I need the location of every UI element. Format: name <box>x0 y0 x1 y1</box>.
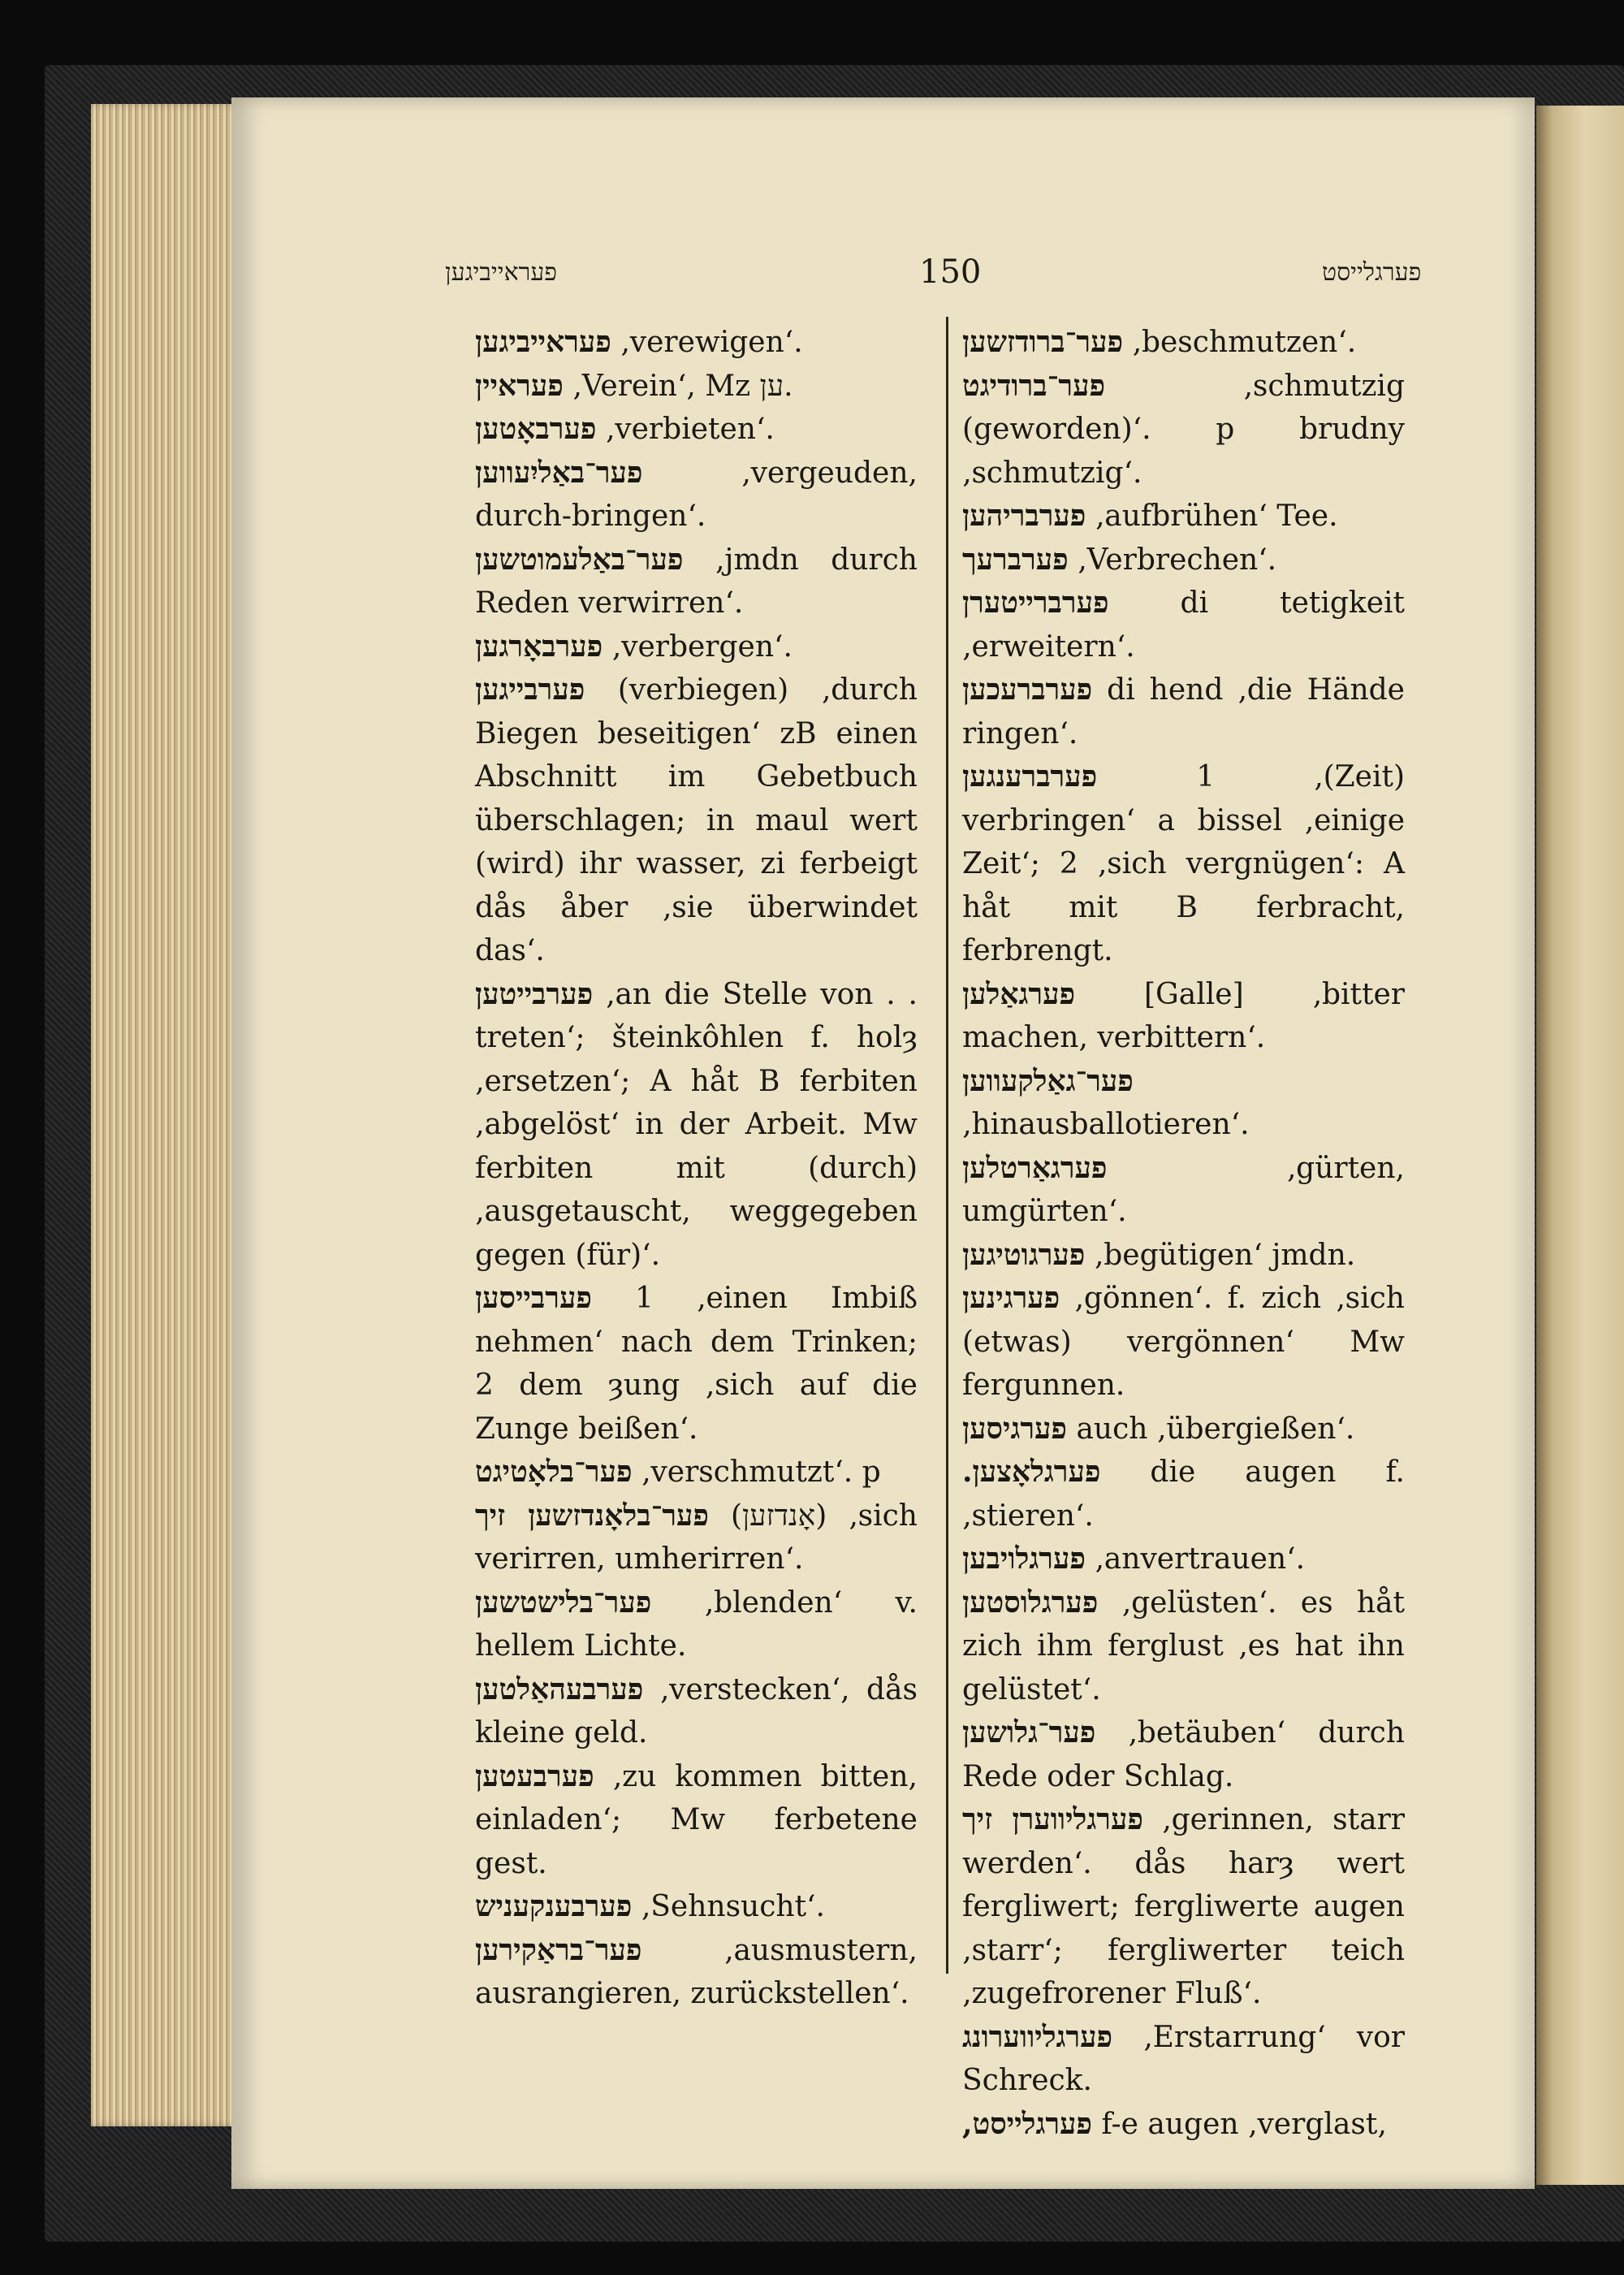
dictionary-entry <box>962 1147 1405 1234</box>
headword: פערגליווערונג <box>962 2019 1113 2054</box>
dictionary-entry <box>475 1494 918 1581</box>
dictionary-entry <box>962 973 1405 1060</box>
headword: פער־גלושען <box>962 1715 1096 1750</box>
dictionary-entry <box>962 321 1405 365</box>
definition: ‚aufbrühen‘ Tee. <box>1086 500 1338 533</box>
definition: ‚Erstarrung‘ vor Schreck. <box>962 2020 1405 2097</box>
definition: ‚Verein‘, Mz ען. <box>563 369 793 403</box>
headword: פער־בלאָנדזשען זיך <box>475 1498 710 1533</box>
dictionary-entry <box>962 1451 1405 1538</box>
definition: 1 ‚(Zeit) verbringen‘ a bissel ‚einige Zeit‘; 2 ‚sich vergnügen‘: A håt mit B ferbracht, ferbrengt. <box>962 760 1405 967</box>
headword: פער־באַלעמוטשען <box>475 542 684 577</box>
definition: ‚gönnen‘. f. zich ‚sich (etwas) vergönnen‘ Mw fergunnen. <box>962 1282 1405 1402</box>
running-head-left: פעראייביגען <box>445 258 558 287</box>
dictionary-entry <box>475 973 918 1278</box>
dictionary-entry <box>962 2103 1405 2147</box>
definition: ‚hinausballotieren‘. <box>962 1108 1250 1141</box>
dictionary-entry <box>475 408 918 452</box>
dictionary-entry <box>475 1929 918 2016</box>
headword: פערגלייסט, <box>962 2106 1092 2141</box>
headword: פער־באַליִעווען <box>475 455 643 490</box>
dictionary-entry <box>475 365 918 409</box>
headword: פערבייגען <box>475 673 585 707</box>
headword: פערגאַרטלען <box>962 1150 1108 1185</box>
dictionary-entry <box>962 668 1405 755</box>
running-head-right: פערגלייסט <box>1322 258 1422 287</box>
dictionary-entry <box>962 1277 1405 1408</box>
definition: [Galle] ‚bitter machen, verbittern‘. <box>962 977 1405 1054</box>
dictionary-entry <box>475 538 918 625</box>
definition: auch ‚übergießen‘. <box>1067 1412 1355 1446</box>
definition: ‚gürten, umgürten‘. <box>962 1151 1405 1228</box>
definition: (אָנדזען) ‚sich verirren, umherirren‘. <box>475 1499 918 1576</box>
headword: פערבענקעניש <box>475 1889 633 1923</box>
definition: ‚beschmutzen‘. <box>1123 326 1357 359</box>
headword: פערברענגען <box>962 759 1098 794</box>
headword: פערגלאָצען. <box>962 1455 1101 1489</box>
left-column <box>475 321 918 2016</box>
headword: פערבאָרגען <box>475 629 603 664</box>
definition: ‚verbieten‘. <box>596 413 775 446</box>
definition: ‚verewigen‘. <box>611 326 803 359</box>
dictionary-entry <box>962 1060 1405 1147</box>
dictionary-entry <box>475 1277 918 1451</box>
dictionary-entry <box>962 582 1405 668</box>
dictionary-entry <box>475 668 918 973</box>
dictionary-entry <box>962 1798 1405 2016</box>
definition: die augen f. ‚stieren‘. <box>962 1455 1405 1533</box>
headword: פעראיין <box>475 368 564 403</box>
dictionary-entry <box>962 495 1405 538</box>
definition: ‚schmutzig (geworden)‘. p brudny ‚schmutzig‘. <box>962 369 1405 490</box>
definition: f-e augen ‚verglast‚ <box>1092 2107 1387 2141</box>
column-divider <box>946 317 948 1974</box>
dictionary-entry <box>475 1581 918 1668</box>
headword: פערגלוסטען <box>962 1585 1099 1620</box>
definition: ‚an die Stelle von . . treten‘; šteinkôhlen f. holȝ ‚ersetzen‘; A håt B ferbiten ‚abgelöst‘ in der Arbeit. Mw ferbiten mit (durch) ‚ausgetauscht, weggegeben gegen (für)‘. <box>475 977 918 1272</box>
headword: פערברעכען <box>962 673 1093 707</box>
dictionary-entry <box>962 1538 1405 1581</box>
headword: פערגינען <box>962 1281 1060 1315</box>
dictionary-entry <box>475 321 918 365</box>
definition: ‚verschmutzt‘. p <box>632 1455 881 1489</box>
definition: 1 ‚einen Imbiß nehmen‘ nach dem Trinken; 2 dem ȝung ‚sich auf die Zunge beißen‘. <box>475 1282 918 1446</box>
headword: פערגליווערן זיך <box>962 1802 1143 1836</box>
headword: פערבריהען <box>962 499 1086 533</box>
dictionary-entry <box>962 1408 1405 1451</box>
headword: פערבעהאַלטען <box>475 1672 644 1706</box>
headword: פעראייביגען <box>475 325 611 359</box>
headword: פערגלויבען <box>962 1542 1086 1576</box>
definition: ‚ausmustern, ausrangieren, zurückstellen‘. <box>475 1933 918 2010</box>
headword: פערברעך <box>962 542 1069 577</box>
dictionary-entry <box>962 1711 1405 1798</box>
headword: פערבאָטען <box>475 412 597 446</box>
dictionary-entry <box>475 1668 918 1755</box>
headword: פערברייטערן <box>962 586 1109 620</box>
definition: ‚gerinnen, starr werden‘. dås harȝ wert fergliwert; fergliwerte augen ‚starr‘; fergliwerter teich ‚zugefrorener Fluß‘. <box>962 1803 1405 2010</box>
headword: פער־ברודזשען <box>962 325 1124 359</box>
headword: פער־בראַקירען <box>475 1932 642 1967</box>
definition: ‚anvertrauen‘. <box>1085 1542 1306 1576</box>
definition: ‚gelüsten‘. es håt zich ihm ferglust ‚es hat ihn gelüstet‘. <box>962 1585 1405 1706</box>
dictionary-entry <box>475 1755 918 1886</box>
dictionary-entry <box>475 1451 918 1494</box>
definition: di tetigkeit ‚erweitern‘. <box>962 586 1405 664</box>
definition: di hend ‚die Hände ringen‘. <box>962 673 1405 750</box>
dictionary-entry <box>962 1581 1405 1712</box>
headword: פערבעטען <box>475 1758 594 1793</box>
right-column <box>962 321 1405 2146</box>
definition: ‚zu kommen bitten, einladen‘; Mw ferbetene gest. <box>475 1759 918 1880</box>
definition: ‚Verbrechen‘. <box>1068 543 1277 577</box>
dictionary-entry <box>475 625 918 669</box>
definition: ‚vergeuden, durch-bringen‘. <box>475 456 918 533</box>
definition: ‚begütigen‘ jmdn. <box>1085 1238 1356 1272</box>
headword: פער־בלישטשען <box>475 1585 652 1620</box>
dictionary-entry <box>962 1234 1405 1278</box>
definition: ‚verstecken‘, dås kleine geld. <box>475 1672 918 1750</box>
dictionary-entry <box>962 755 1405 973</box>
headword: פער־גאַלקעווען <box>962 1063 1134 1098</box>
dictionary-entry <box>962 538 1405 582</box>
headword: פערגוטיגען <box>962 1237 1086 1272</box>
page-number: 150 <box>919 253 982 291</box>
headword: פערבייטען <box>475 976 594 1011</box>
definition: (verbiegen) ‚durch Biegen beseitigen‘ zB einen Abschnitt im Gebetbuch überschlagen; in maul wert (wird) ihr wasser, zi ferbeigt dås åber ‚sie überwindet das‘. <box>475 673 918 967</box>
dictionary-entry <box>962 365 1405 495</box>
headword: פער־ברודיגט <box>962 368 1106 403</box>
dictionary-entry <box>475 452 918 538</box>
headword: פערבייסען <box>475 1281 592 1315</box>
definition: ‚betäuben‘ durch Rede oder Schlag. <box>962 1716 1405 1793</box>
definition: ‚Sehnsucht‘. <box>632 1890 825 1923</box>
definition: ‚blenden‘ v. hellem Lichte. <box>475 1585 918 1663</box>
definition: ‚jmdn durch Reden verwirren‘. <box>475 543 918 620</box>
headword: פערגיסען <box>962 1411 1067 1446</box>
dictionary-entry <box>475 1885 918 1929</box>
headword: פער־בלאָטיגט <box>475 1455 633 1489</box>
definition: ‚verbergen‘. <box>603 629 793 664</box>
facing-page-edge <box>1536 106 1624 2185</box>
dictionary-entry <box>962 2016 1405 2103</box>
headword: פערגאַלען <box>962 976 1076 1011</box>
page-edges <box>91 104 249 2126</box>
